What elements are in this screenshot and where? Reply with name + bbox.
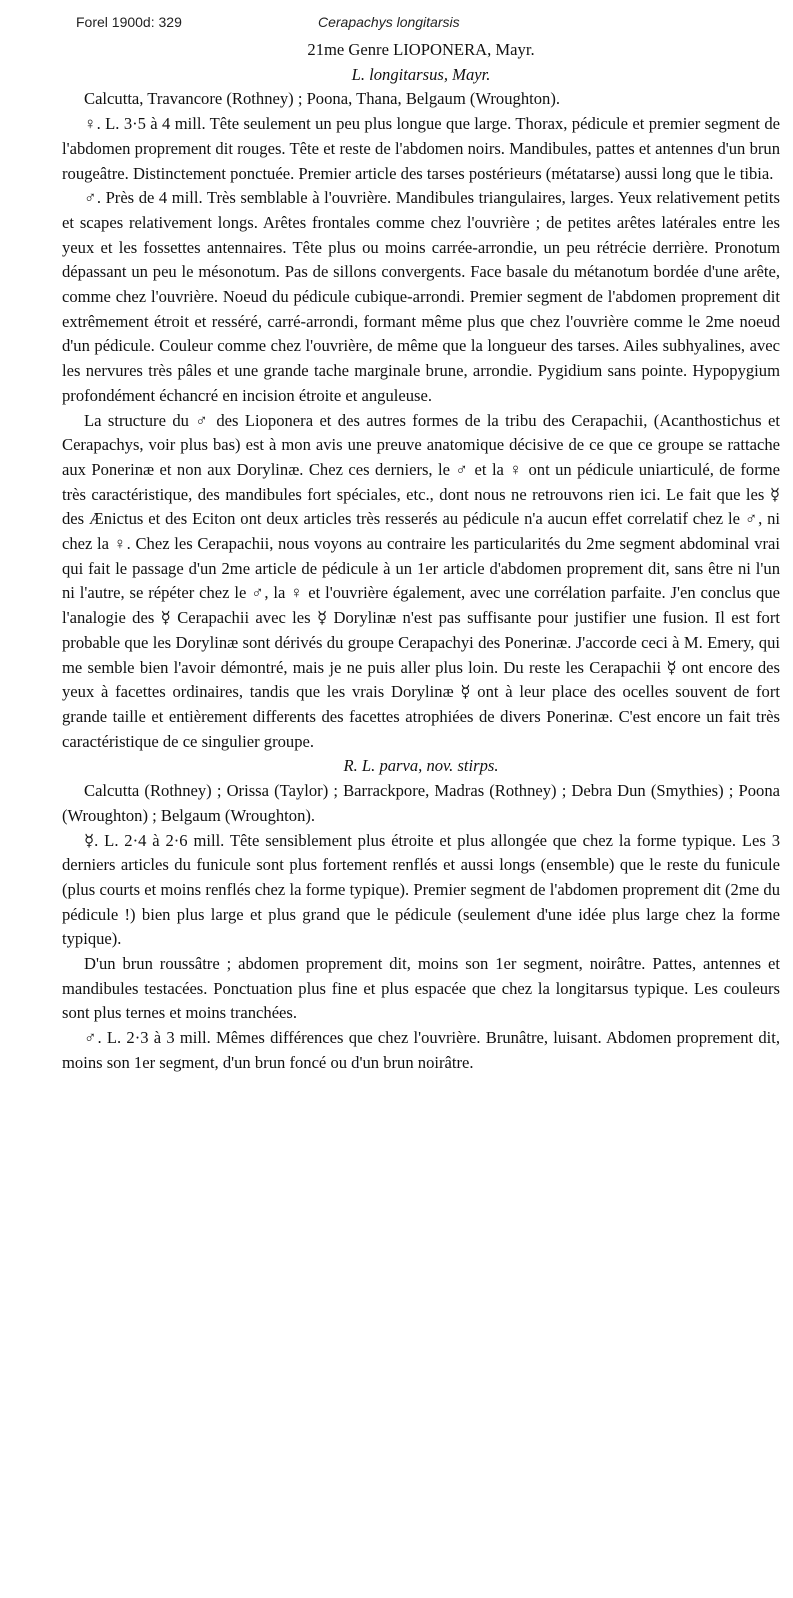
parva-male-description: ♂. L. 2·3 à 3 mill. Mêmes différences que chez l'ouvrière. Brunâtre, luisant. Abdomen proprement dit, moins son 1er segment, d'un brun foncé ou d'un brun noirâtre. <box>62 1028 780 1072</box>
worker-description: ♀. L. 3·5 à 4 mill. Tête seulement un peu plus longue que large. Thorax, pédicule et premier segment de l'abdomen proprement dit rouges. Tête et reste de l'abdomen noirs. Mandibules, pattes et antennes d'un brun rougeâtre. Distinctement ponctuée. Premier article des tarses postérieurs (métatarse) aussi long que le tibia. <box>62 114 780 183</box>
taxon-title: Cerapachys longitarsis <box>318 14 460 30</box>
parva-localities: Calcutta (Rothney) ; Orissa (Taylor) ; Barrackpore, Madras (Rothney) ; Debra Dun (Smythies) ; Poona (Wroughton) ; Belgaum (Wroughton). <box>62 781 780 825</box>
citation: Forel 1900d: 329 <box>76 14 182 30</box>
parva-color-description: D'un brun roussâtre ; abdomen proprement dit, moins son 1er segment, noirâtre. Pattes, antennes et mandibules testacées. Ponctuation plus fine et plus espacée que chez la longitarsus typique. Les couleurs sont plus ternes et moins tranchées. <box>62 954 780 1023</box>
parva-worker-description: ☿. L. 2·4 à 2·6 mill. Tête sensiblement plus étroite et plus allongée que chez la forme typique. Les 3 derniers articles du funicule sont plus fortement renflés et aussi longs (ensemble) que le reste du funicule (plus courts et moins renflés chez la forme typique). Premier segment de l'abdomen proprement dit (2me du pédicule !) bien plus large et plus grand que le pédicule (seulement d'une idée plus large chez la forme typique). <box>62 830 780 949</box>
page-text <box>62 38 780 1076</box>
stirps-heading: R. L. parva, nov. stirps. <box>343 756 499 776</box>
localities-paragraph: Calcutta, Travancore (Rothney) ; Poona, Thana, Belgaum (Wroughton). <box>84 89 560 109</box>
species-heading: L. longitarsus, Mayr. <box>351 64 491 84</box>
male-description: ♂. Près de 4 mill. Très semblable à l'ouvrière. Mandibules triangulaires, larges. Yeux relativement petits et scapes relativement longs. Arêtes frontales comme chez l'ouvrière ; de petites arêtes latérales entre les yeux et les fossettes antennaires. Tête plus ou moins carrée-arrondie, un peu rétrécie derrière. Pronotum dépassant un peu le mésonotum. Pas de sillons convergents. Face basale du métanotum bordée d'une arête, comme chez l'ouvrière. Noeud du pédicule cubique-arrondi. Premier segment de l'abdomen proprement dit extrêmement étroit et resséré, carré-arrondi, formant même plus que chez l'ouvrière comme le 2me noeud d'un pédicule. Couleur comme chez l'ouvrière, de même que la longueur des tarses. Ailes subhyalines, avec les nervures très pâles et une grande tache marginale brune, arrondie. Pygidium sans pointe. Hypopygium profondément échancré en incision étroite et anguleuse. <box>62 188 780 405</box>
discussion-paragraph: La structure du ♂ des Lioponera et des autres formes de la tribu des Cerapachii, (Acanthostichus et Cerapachys, voir plus bas) est à mon avis une preuve anatomique décisive de ce que ce groupe se rattache aux Ponerinæ et non aux Dorylinæ. Chez ces derniers, le ♂ et la ♀ ont un pédicule uniarticulé, de forme très caractéristique, des mandibules fort spéciales, etc., dont nous ne retrouvons rien ici. Le fait que les ☿ des Ænictus et des Eciton ont deux articles très resserés au pédicule n'a aucun effet correlatif chez le ♂, ni chez la ♀. Chez les Cerapachii, nous voyons au contraire les particularités du 2me segment abdominal vrai qui fait le passage d'un 2me article de pédicule à un 1er article d'abdomen proprement dit, sans être ni l'un ni l'autre, se répéter chez le ♂, la ♀ et l'ouvrière également, avec une corrélation parfaite. J'en conclus que l'analogie des ☿ Cerapachii avec les ☿ Dorylinæ n'est pas suffisante pour justifier une fusion. Il est fort probable que les Dorylinæ sont dérivés du groupe Cerapachyi des Ponerinæ. J'accorde ceci à M. Emery, qui me semble bien l'avoir démontré, mais je ne puis aller plus loin. Du reste les Cerapachii ☿ ont encore des yeux à facettes ordinaires, tandis que les vrais Dorylinæ ☿ ont à leur place des ocelles souvent de fort grande taille et entièrement differents des facettes atrophiées de divers Ponerinæ. C'est encore un fait très caractéristique de ce singulier groupe. <box>62 410 780 751</box>
genus-heading: 21me Genre LIOPONERA, Mayr. <box>307 40 535 59</box>
